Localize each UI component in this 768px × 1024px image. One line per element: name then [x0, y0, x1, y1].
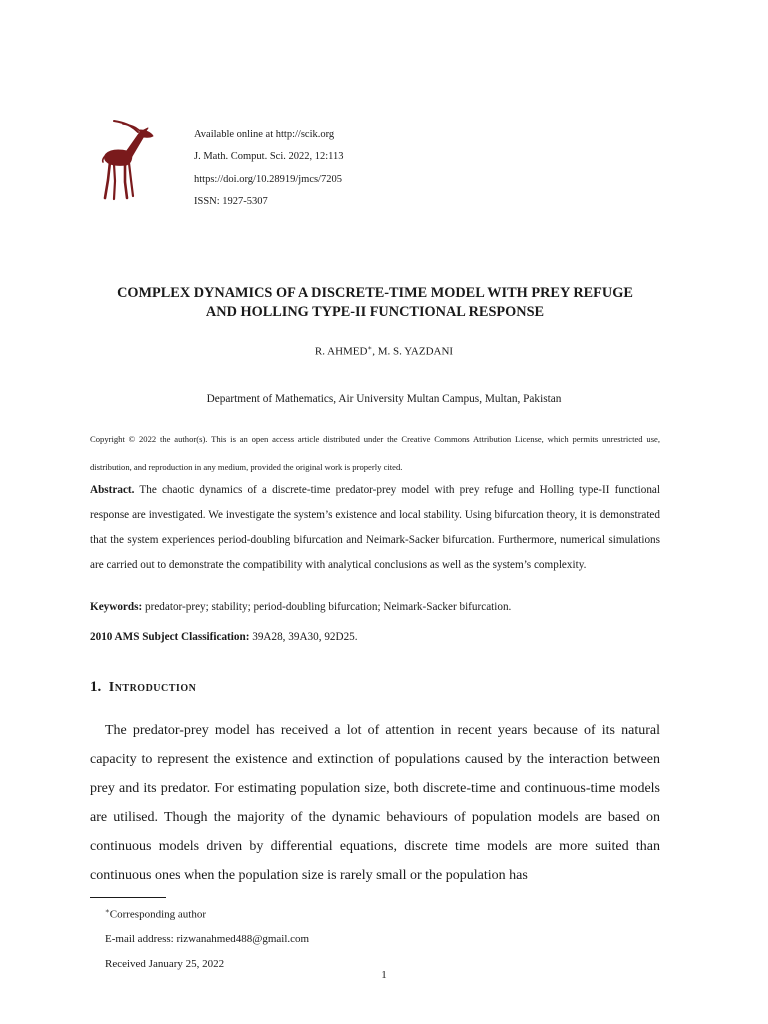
author-2: , M. S. YAZDANI	[372, 345, 454, 358]
abstract-text: The chaotic dynamics of a discrete-time predator-prey model with prey refuge and Holling type-II functional response are investigated. We investigate the system’s existence and local stability. Using bifurcation theory, it is demonstrated that the system experiences period-doubling bifurcation and Neimark-Sacker bifurcation. Furthermore, numerical simulations are carried out to demonstrate the compatibility with analytical conclusions as well as the system’s complexity.	[90, 484, 660, 571]
copyright-notice: Copyright © 2022 the author(s). This is an open access article distributed under the Creative Commons Attribution License, which permits unrestricted use, distribution, and reproduction in any medium, provided the original work is properly cited.	[90, 434, 660, 472]
affiliation: Department of Mathematics, Air University Multan Campus, Multan, Pakistan	[206, 393, 562, 405]
publication-info	[194, 124, 344, 214]
author-list	[0, 344, 768, 358]
page-number: 1	[381, 969, 387, 981]
footnotes	[105, 899, 309, 976]
ams-codes: 39A28, 39A30, 92D25.	[252, 631, 358, 643]
doi-link[interactable]: https://doi.org/10.28919/jmcs/7205	[194, 173, 342, 185]
paper-title	[60, 284, 690, 322]
author-1: R. AHMED	[314, 345, 368, 358]
corresponding-author-mark: ∗	[367, 344, 373, 352]
availability-line: Available online at http://scik.org	[194, 129, 335, 140]
section-heading	[90, 679, 196, 696]
keywords	[90, 601, 660, 613]
abstract	[90, 478, 660, 578]
title-line-1: COMPLEX DYNAMICS OF A DISCRETE-TIME MODEL WITH PREY REFUGE	[117, 285, 633, 301]
title-line-2: AND HOLLING TYPE-II FUNCTIONAL RESPONSE	[205, 304, 545, 320]
keywords-label: Keywords:	[90, 601, 143, 613]
antelope-logo-icon	[98, 118, 156, 202]
section-number: 1.	[90, 679, 102, 695]
ams-classification	[90, 631, 660, 643]
footnote-divider	[90, 897, 166, 898]
abstract-label: Abstract.	[90, 484, 135, 496]
received-date: Received January 25, 2022	[105, 957, 225, 970]
ams-label: 2010 AMS Subject Classification:	[90, 631, 250, 643]
corresponding-author-footnote	[105, 899, 309, 927]
email-footnote: E-mail address: rizwanahmed488@gmail.com	[105, 933, 310, 946]
introduction-paragraph: The predator-prey model has received a lot of attention in recent years because of its natural capacity to represent the existence and extinction of populations caused by the interaction between prey and its predator. For estimating population size, both discrete-time and continuous-time models are utilised. Though the majority of the dynamic behaviours of population models are based on continuous models driven by differential equations, discrete time models are more suited than continuous ones when the population size is rarely small or the population has	[90, 723, 660, 883]
footnote-mark: ∗	[105, 907, 110, 915]
section-title: Introduction	[108, 680, 197, 695]
journal-citation: J. Math. Comput. Sci. 2022, 12:113	[194, 151, 344, 163]
issn: ISSN: 1927-5307	[194, 196, 268, 208]
footnote-corresponding-text: Corresponding author	[109, 908, 206, 921]
keywords-text: predator-prey; stability; period-doubling bifurcation; Neimark-Sacker bifurcation.	[145, 601, 512, 613]
